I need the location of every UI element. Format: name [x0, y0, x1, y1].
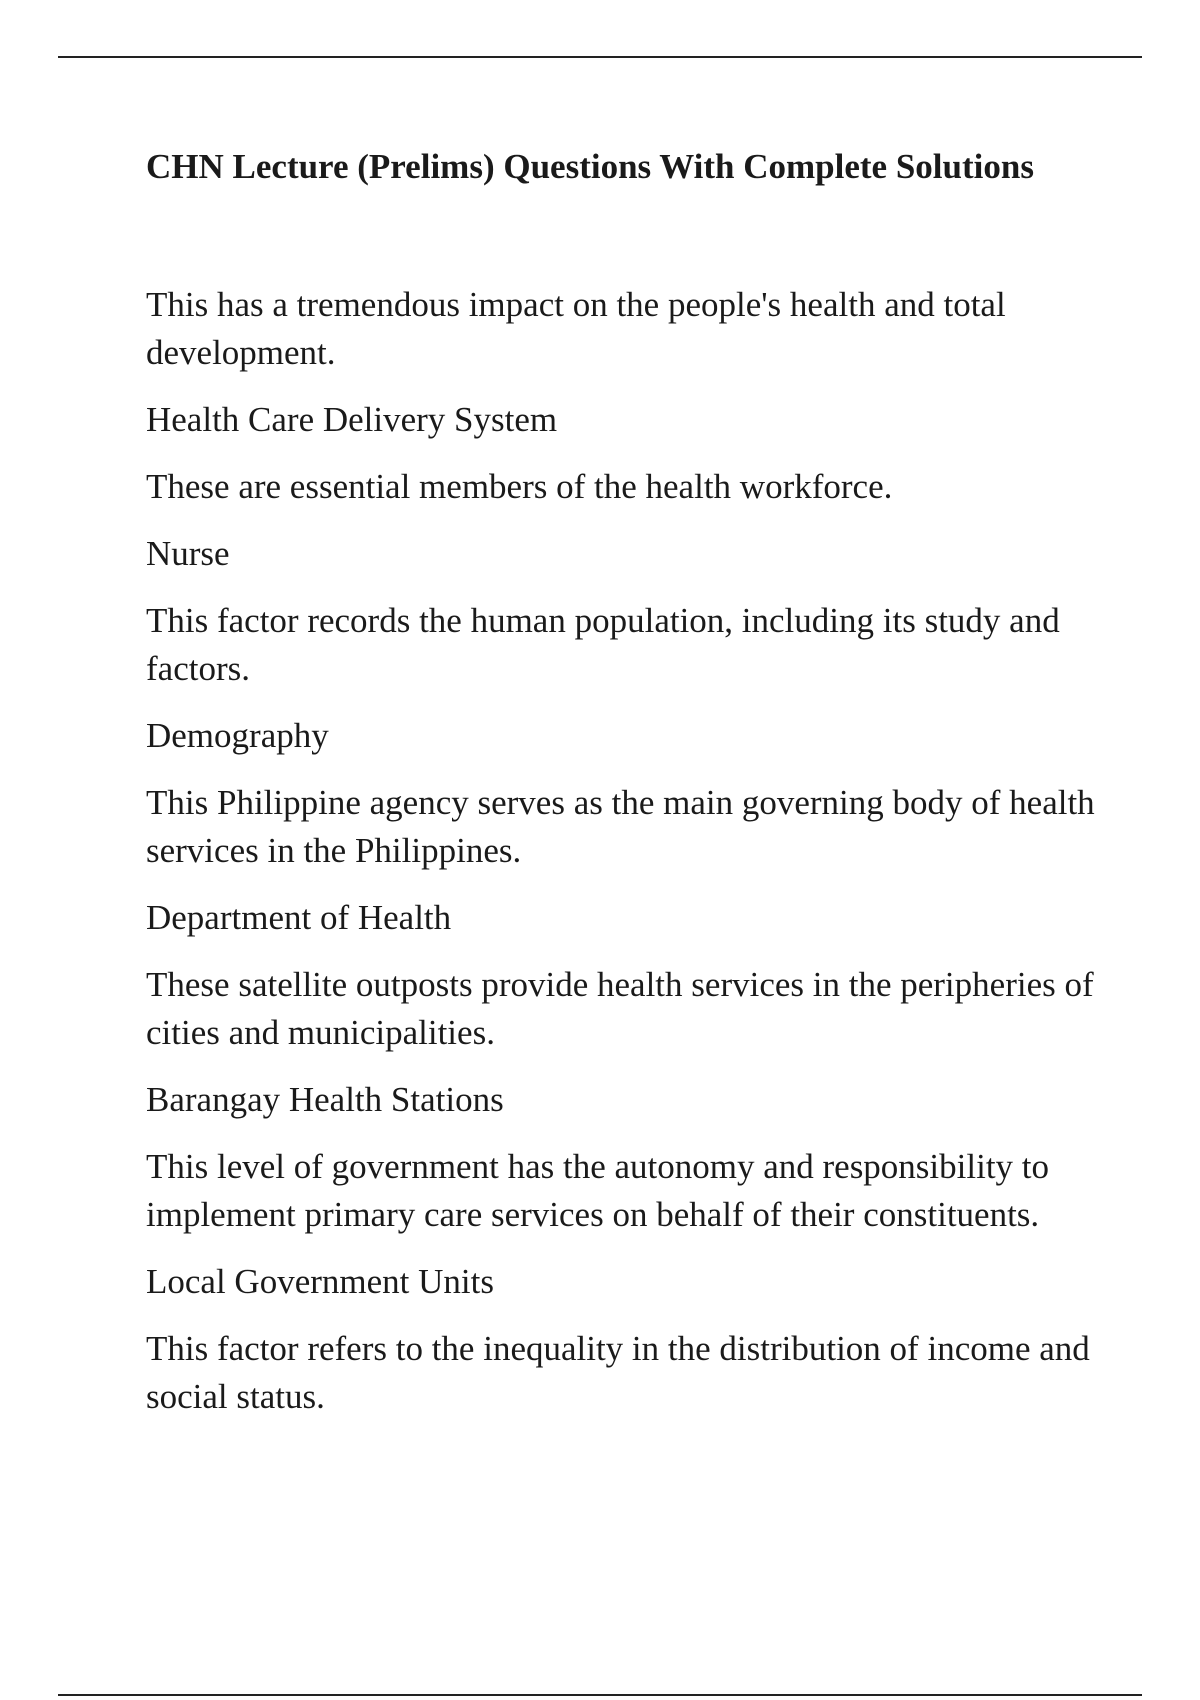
qa-item — [146, 1325, 1101, 1421]
question-text: This factor refers to the inequality in the distribution of income and social status. — [146, 1329, 1090, 1416]
question-text: These satellite outposts provide health services in the peripheries of cities and municipalities. — [146, 965, 1094, 1052]
bottom-divider — [58, 1694, 1142, 1696]
qa-item — [146, 779, 1101, 942]
answer-text: Local Government Units — [146, 1262, 494, 1301]
page-title: CHN Lecture (Prelims) Questions With Complete Solutions — [146, 147, 1034, 186]
answer-text: Health Care Delivery System — [146, 400, 558, 439]
question-text: This factor records the human population, including its study and factors. — [146, 601, 1060, 688]
question-text: This has a tremendous impact on the people's health and total development. — [146, 285, 1006, 372]
qa-item — [146, 597, 1101, 760]
top-divider — [58, 56, 1142, 58]
answer-text: Demography — [146, 716, 329, 755]
answer-text: Barangay Health Stations — [146, 1080, 504, 1119]
question-text: This level of government has the autonomy and responsibility to implement primary care services on behalf of their constituents. — [146, 1147, 1050, 1234]
qa-item — [146, 463, 1101, 578]
answer-text: Department of Health — [146, 898, 452, 937]
question-text: These are essential members of the health workforce. — [146, 467, 893, 506]
answer-text: Nurse — [146, 534, 230, 573]
qa-list — [146, 281, 1101, 1440]
qa-item — [146, 1143, 1101, 1306]
qa-item — [146, 281, 1101, 444]
question-text: This Philippine agency serves as the main governing body of health services in the Philippines. — [146, 783, 1095, 870]
qa-item — [146, 961, 1101, 1124]
